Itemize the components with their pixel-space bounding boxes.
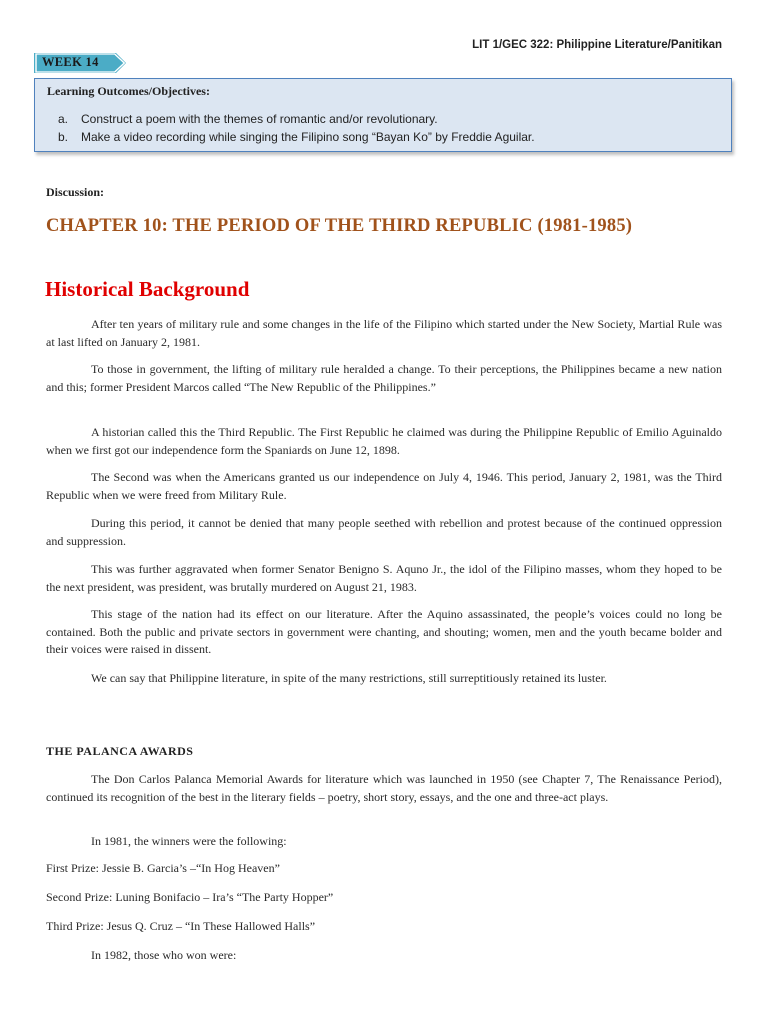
objectives-title: Learning Outcomes/Objectives: bbox=[47, 84, 210, 98]
objective-item bbox=[58, 112, 438, 126]
palanca-heading: THE PALANCA AWARDS bbox=[46, 744, 194, 758]
paragraph: During this period, it cannot be denied that many people seethed with rebellion and protest because of the continued oppression and suppression. bbox=[46, 516, 722, 548]
prize-item: First Prize: Jessie B. Garcia’s –“In Hog Heaven” bbox=[46, 861, 280, 875]
section-heading: Historical Background bbox=[45, 277, 250, 301]
week-badge bbox=[34, 53, 126, 73]
winners-1981: In 1981, the winners were the following: bbox=[91, 834, 287, 848]
week-label: WEEK 14 bbox=[42, 55, 99, 69]
paragraph: The Second was when the Americans granted us our independence on July 4, 1946. This period, January 2, 1981, was the Third Republic when we were freed from Military Rule. bbox=[46, 470, 722, 502]
paragraph: To those in government, the lifting of military rule heralded a change. To their perceptions, the Philippines became a new nation and this; former President Marcos called “The New Republic of the Philippines.” bbox=[46, 362, 722, 394]
course-header: LIT 1/GEC 322: Philippine Literature/Panitikan bbox=[472, 39, 722, 51]
objective-letter: a. bbox=[58, 112, 69, 126]
objective-text: Make a video recording while singing the Filipino song “Bayan Ko” by Freddie Aguilar. bbox=[81, 130, 535, 144]
objective-item bbox=[58, 130, 535, 144]
chapter-title: CHAPTER 10: THE PERIOD OF THE THIRD REPUBLIC (1981-1985) bbox=[46, 216, 633, 236]
prize-item: Third Prize: Jesus Q. Cruz – “In These Hallowed Halls” bbox=[46, 919, 316, 933]
paragraph: This was further aggravated when former Senator Benigno S. Aquno Jr., the idol of the Filipino masses, whom they hoped to be the next president, was president, was brutally murdered on August 21, 1983. bbox=[46, 562, 722, 594]
objectives-box bbox=[34, 78, 732, 152]
paragraph: We can say that Philippine literature, in spite of the many restrictions, still surreptitiously retained its luster. bbox=[91, 671, 607, 685]
paragraph: This stage of the nation had its effect on our literature. After the Aquino assassinated, the people’s voices could no long be contained. Both the public and private sectors in government were chanting, and shouting; women, men and the youth became bolder and their voices were raised in dissent. bbox=[46, 607, 722, 656]
prize-item: Second Prize: Luning Bonifacio – Ira’s “The Party Hopper” bbox=[46, 890, 334, 904]
objective-letter: b. bbox=[58, 130, 69, 144]
discussion-label: Discussion: bbox=[46, 185, 105, 199]
paragraph: After ten years of military rule and some changes in the life of the Filipino which started under the New Society, Martial Rule was at last lifted on January 2, 1981. bbox=[46, 317, 722, 349]
winners-1982: In 1982, those who won were: bbox=[91, 948, 237, 962]
objective-text: Construct a poem with the themes of romantic and/or revolutionary. bbox=[81, 112, 438, 126]
palanca-intro: The Don Carlos Palanca Memorial Awards for literature which was launched in 1950 (see Chapter 7, The Renaissance Period), continued its recognition of the best in the literary fields – poetry, short story, essays, and the one and three-act plays. bbox=[46, 772, 722, 804]
paragraph: A historian called this the Third Republic. The First Republic he claimed was during the Philippine Republic of Emilio Aguinaldo when we first got our independence form the Spaniards on June 12, 1898. bbox=[46, 425, 722, 457]
